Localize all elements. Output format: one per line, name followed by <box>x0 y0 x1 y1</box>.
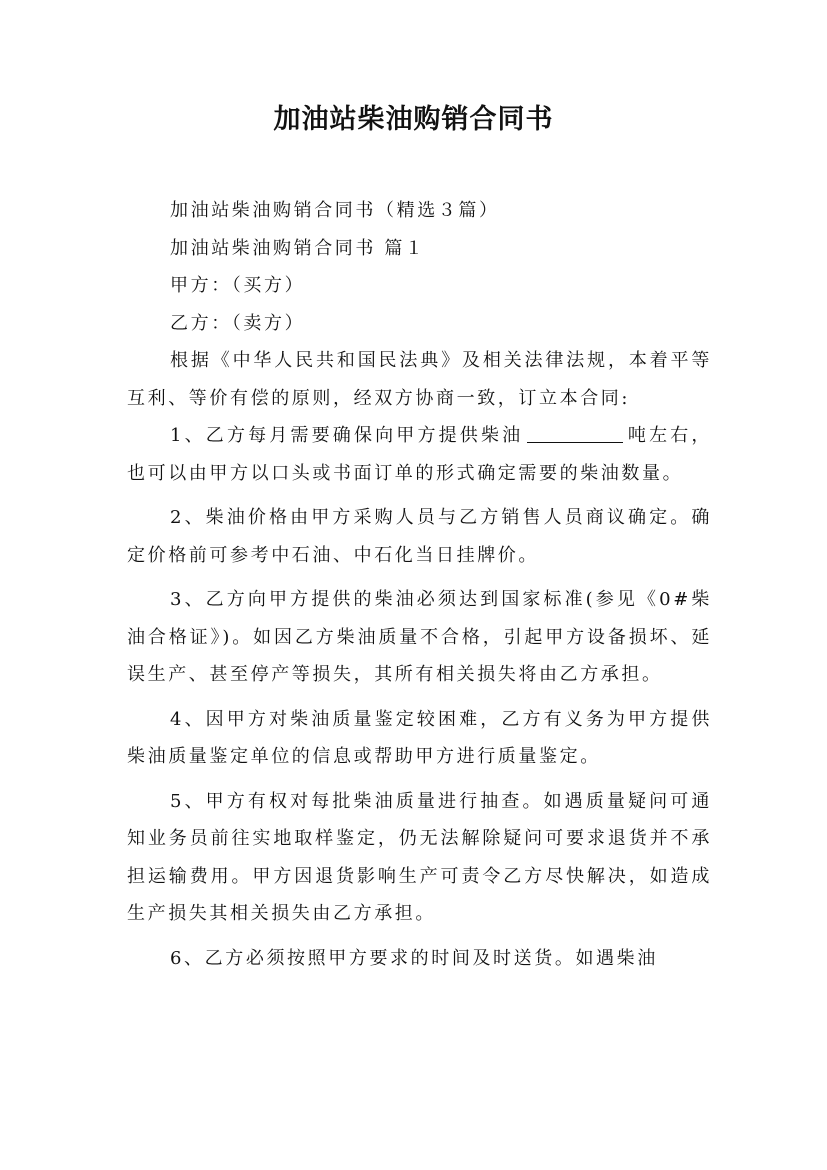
clause-5: 5、甲方有权对每批柴油质量进行抽查。如遇质量疑问可通知业务员前往实地取样鉴定，仍无法解除疑问可要求退货并不承担运输费用。甲方因退货影响生产可责令乙方尽快解决，如造成生产损失其相关损失由乙方承担。 <box>127 790 712 924</box>
party-b-line: 乙方：（卖方） <box>170 312 306 334</box>
clause-1 <box>127 417 712 492</box>
subtitle: 加油站柴油购销合同书（精选３篇） <box>170 200 500 221</box>
clause-6: 6、乙方必须按照甲方要求的时间及时送货。如遇柴油 <box>170 947 658 969</box>
clause-1-text-after: 吨左右，也可以由甲方以口头或书面订单的形式确定需要的柴油数量。 <box>127 425 713 484</box>
clause-3: 3、乙方向甲方提供的柴油必须达到国家标准(参见《0#柴油合格证》)。如因乙方柴油质量不合格，引起甲方设备损坏、延误生产、甚至停产等损失，其所有相关损失将由乙方承担。 <box>127 589 712 685</box>
document-title: 加油站柴油购销合同书 <box>273 104 554 135</box>
clause-1-text-before: 1、乙方每月需要确保向甲方提供柴油 <box>170 425 524 446</box>
quantity-blank-line <box>527 424 623 443</box>
preamble-paragraph: 根据《中华人民共和国民法典》及相关法律法规，本着平等互利、等价有偿的原则，经双方协商一致，订立本合同: <box>127 350 712 409</box>
document-body <box>127 192 712 977</box>
clause-2: 2、柴油价格由甲方采购人员与乙方销售人员商议确定。确定价格前可参考中石油、中石化当日挂牌价。 <box>127 507 712 566</box>
chapter-heading: 加油站柴油购销合同书 篇１ <box>170 237 426 259</box>
party-a-line: 甲方：（买方） <box>170 275 306 296</box>
clause-4: 4、因甲方对柴油质量鉴定较困难，乙方有义务为甲方提供柴油质量鉴定单位的信息或帮助甲方进行质量鉴定。 <box>127 708 712 767</box>
